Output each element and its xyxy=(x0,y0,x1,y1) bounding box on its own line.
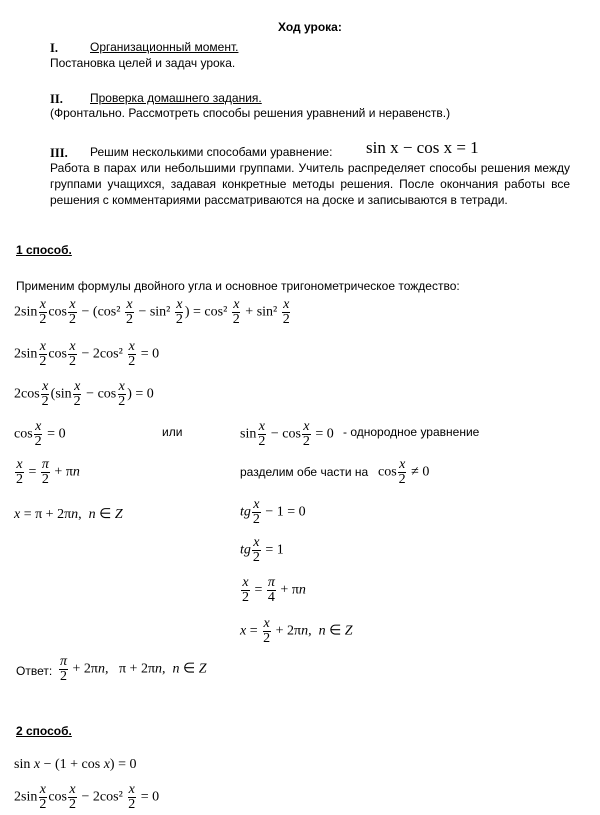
case-2-solution: x = $\frac{x}{2}$ + 2πn, n ∈ Z xyxy=(240,616,353,646)
method-1-heading: 1 способ. xyxy=(16,243,72,257)
case-1-equation: cos $\frac{x}{2}$ = 0 xyxy=(14,419,66,449)
section-2-number: II. xyxy=(50,92,63,106)
method-2-equation-1: sin x − (1 + cos x) = 0 xyxy=(14,757,137,772)
section-1-text: Постановка целей и задач урока. xyxy=(50,56,236,70)
tangent-step-2: tg $\frac{x}{2}$ = 1 xyxy=(240,535,284,565)
tangent-step-1: tg $\frac{x}{2}$ − 1 = 0 xyxy=(240,497,306,527)
equation-line-2: 2sin $\frac{x}{2}$ cos $\frac{x}{2}$ − 2cos² $\frac{x}{2}$ = 0 xyxy=(14,339,160,369)
case-2-solution-step: $\frac{x}{2}$ = $\frac{\pi}{4}$ + πn xyxy=(242,575,306,605)
answer-label: Ответ: xyxy=(16,664,53,678)
answer-equation: $\frac{\pi}{2}$ + 2πn, π + 2πn, n ∈ Z xyxy=(60,654,207,684)
case-2-equation: sin $\frac{x}{2}$ − cos $\frac{x}{2}$ = 0 xyxy=(240,419,334,449)
page-title: Ход урока: xyxy=(278,20,342,34)
method-1-intro: Применим формулы двойного угла и основное тригонометрическое тождество: xyxy=(16,279,460,293)
or-label: или xyxy=(162,425,183,439)
section-2-heading: Проверка домашнего задания. xyxy=(90,91,262,105)
method-2-heading: 2 способ. xyxy=(16,724,72,738)
equation-line-3: 2cos $\frac{x}{2}$ (sin $\frac{x}{2}$ − cos $\frac{x}{2}$ ) = 0 xyxy=(14,379,154,409)
section-3-number: III. xyxy=(50,146,68,160)
main-equation: sin x − cos x = 1 xyxy=(366,138,479,157)
equation-line-1: 2sin $\frac{x}{2}$ cos $\frac{x}{2}$ − (cos² $\frac{x}{2}$ − sin² $\frac{x}{2}$ ) = cos² $\frac{x}{2}$ + sin² $\frac{x}{2}$ xyxy=(14,297,290,327)
case-1-solution-step: $\frac{x}{2}$ = $\frac{\pi}{2}$ + πn xyxy=(16,457,80,487)
section-3-lead: Решим несколькими способами уравнение: xyxy=(90,145,333,159)
divide-note: разделим обе части на xyxy=(240,465,369,479)
divide-condition: cos $\frac{x}{2}$ ≠ 0 xyxy=(378,457,430,487)
case-1-solution: x = π + 2πn, n ∈ Z xyxy=(14,507,123,522)
section-2-text: (Фронтально. Рассмотреть способы решения уравнений и неравенств.) xyxy=(50,106,451,120)
section-3-paragraph: Работа в парах или небольшими группами. Учитель распределяет способы решения между группами учащихся, задавая конкретные методы решения. После окончания работы все решения с комментариями рассматриваются на доске и записываются в тетради. xyxy=(50,161,570,207)
method-2-equation-2: 2sin $\frac{x}{2}$ cos $\frac{x}{2}$ − 2cos² $\frac{x}{2}$ = 0 xyxy=(14,782,160,812)
homogeneous-note: - однородное уравнение xyxy=(343,425,480,439)
section-1-heading: Организационный момент. xyxy=(90,40,239,54)
section-1-number: I. xyxy=(50,41,58,55)
